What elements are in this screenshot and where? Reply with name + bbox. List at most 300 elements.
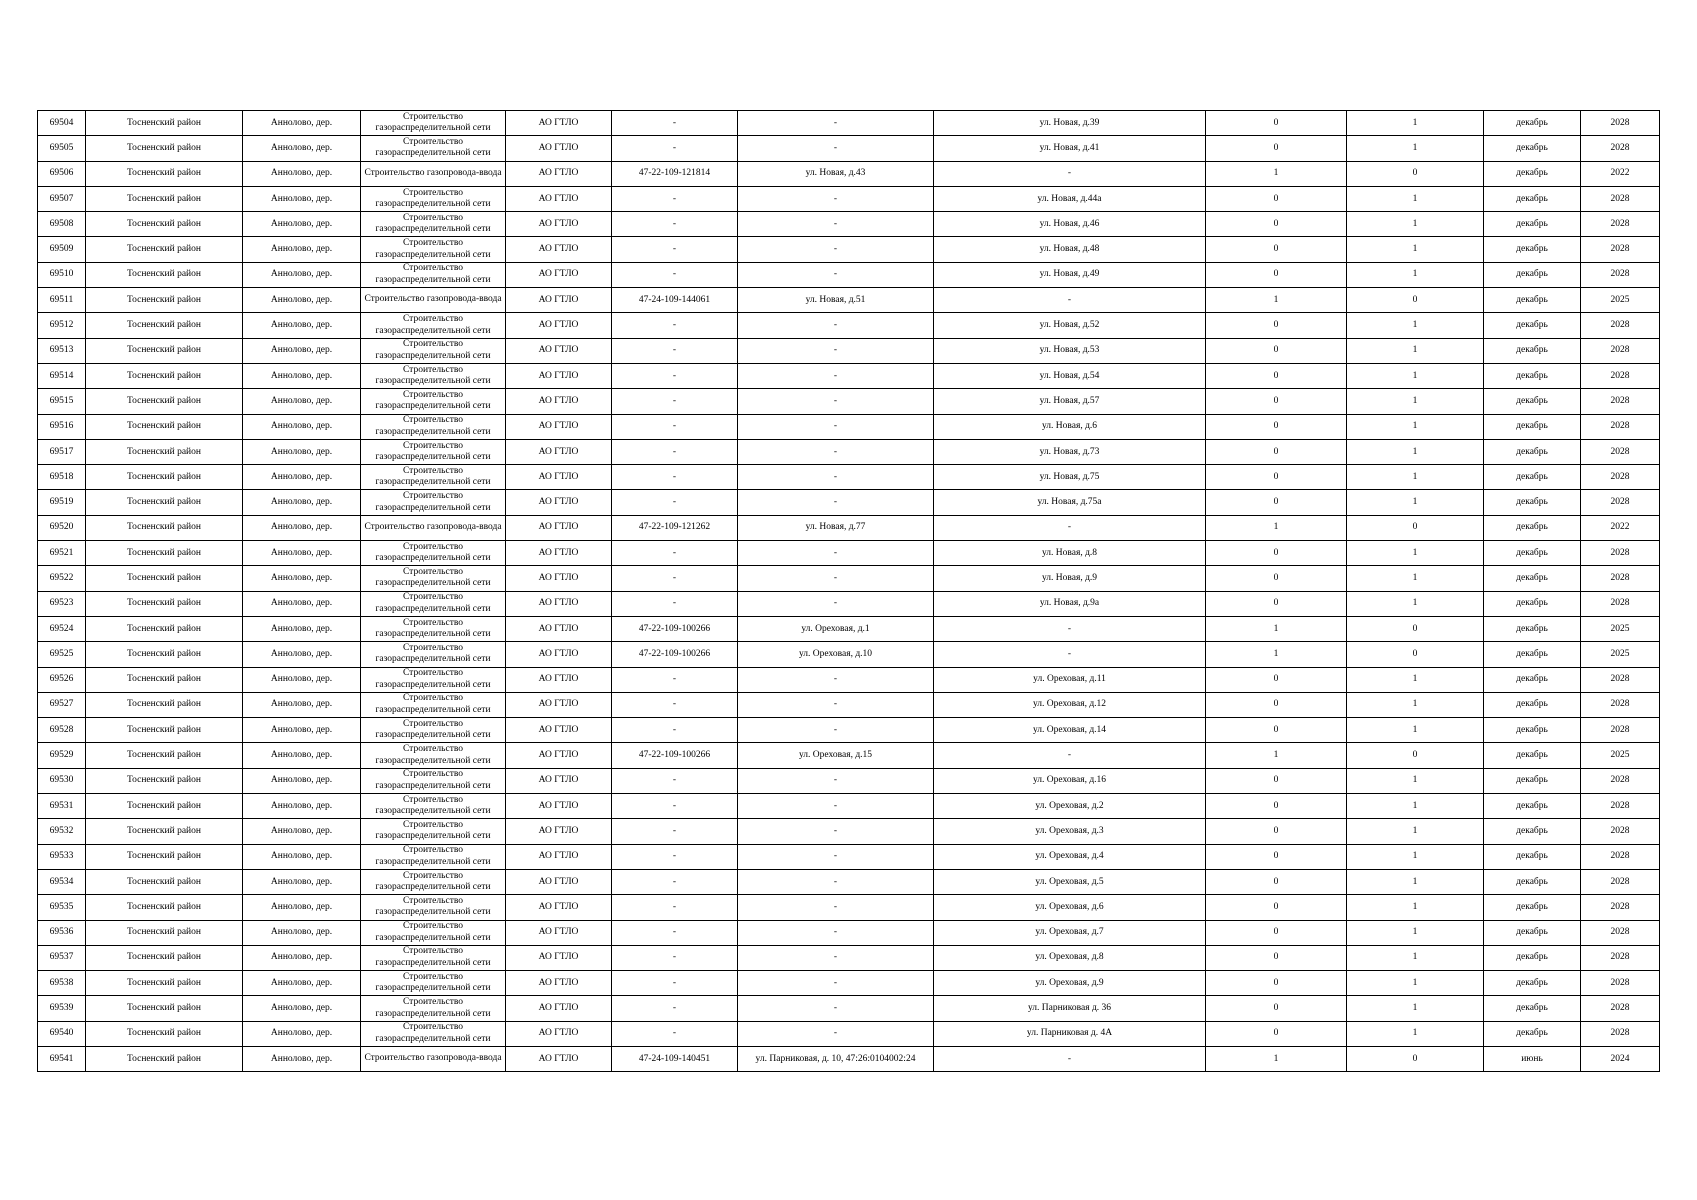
network-address-cell: ул. Ореховая, д.9 <box>934 971 1206 996</box>
network-count-cell: 1 <box>1347 844 1484 869</box>
network-count-cell: 1 <box>1347 262 1484 287</box>
network-count-cell: 0 <box>1347 515 1484 540</box>
input-count-cell: 1 <box>1206 642 1347 667</box>
row-number-cell: 69538 <box>38 971 86 996</box>
table-row <box>38 591 1660 616</box>
settlement-cell: Аннолово, дер. <box>243 566 361 591</box>
district-cell: Тосненский район <box>86 819 243 844</box>
work-type-cell: Строительство газораспределительной сети <box>361 262 506 287</box>
month-cell: декабрь <box>1484 465 1581 490</box>
input-address-cell: - <box>738 313 934 338</box>
row-number-cell: 69507 <box>38 186 86 211</box>
settlement-cell: Аннолово, дер. <box>243 743 361 768</box>
cadastral-number-cell: 47-24-109-144061 <box>612 288 738 313</box>
input-count-cell: 0 <box>1206 591 1347 616</box>
cadastral-number-cell: - <box>612 971 738 996</box>
network-address-cell: - <box>934 616 1206 641</box>
table-row <box>38 945 1660 970</box>
work-type-cell: Строительство газораспределительной сети <box>361 338 506 363</box>
month-cell: декабрь <box>1484 844 1581 869</box>
district-cell: Тосненский район <box>86 768 243 793</box>
district-cell: Тосненский район <box>86 743 243 768</box>
cadastral-number-cell: - <box>612 794 738 819</box>
row-number-cell: 69517 <box>38 439 86 464</box>
input-count-cell: 0 <box>1206 1021 1347 1046</box>
organization-cell: АО ГТЛО <box>506 338 612 363</box>
month-cell: декабрь <box>1484 313 1581 338</box>
input-address-cell: - <box>738 490 934 515</box>
year-cell: 2028 <box>1581 920 1660 945</box>
cadastral-number-cell: - <box>612 262 738 287</box>
table-row <box>38 541 1660 566</box>
row-number-cell: 69522 <box>38 566 86 591</box>
input-address-cell: - <box>738 945 934 970</box>
network-count-cell: 1 <box>1347 667 1484 692</box>
network-address-cell: ул. Парниковая д. 4А <box>934 1021 1206 1046</box>
year-cell: 2028 <box>1581 566 1660 591</box>
work-type-cell: Строительство газопровода-ввода <box>361 161 506 186</box>
network-count-cell: 1 <box>1347 111 1484 136</box>
settlement-cell: Аннолово, дер. <box>243 642 361 667</box>
network-address-cell: ул. Ореховая, д.14 <box>934 718 1206 743</box>
input-address-cell: - <box>738 591 934 616</box>
input-address-cell: - <box>738 920 934 945</box>
network-address-cell: ул. Новая, д.57 <box>934 389 1206 414</box>
district-cell: Тосненский район <box>86 136 243 161</box>
organization-cell: АО ГТЛО <box>506 869 612 894</box>
input-count-cell: 0 <box>1206 363 1347 388</box>
cadastral-number-cell: - <box>612 313 738 338</box>
month-cell: декабрь <box>1484 212 1581 237</box>
network-address-cell: ул. Новая, д.44а <box>934 186 1206 211</box>
organization-cell: АО ГТЛО <box>506 111 612 136</box>
organization-cell: АО ГТЛО <box>506 262 612 287</box>
settlement-cell: Аннолово, дер. <box>243 363 361 388</box>
organization-cell: АО ГТЛО <box>506 718 612 743</box>
district-cell: Тосненский район <box>86 389 243 414</box>
network-address-cell: ул. Ореховая, д.12 <box>934 692 1206 717</box>
input-count-cell: 0 <box>1206 819 1347 844</box>
cadastral-number-cell: - <box>612 212 738 237</box>
network-count-cell: 1 <box>1347 414 1484 439</box>
settlement-cell: Аннолово, дер. <box>243 161 361 186</box>
year-cell: 2025 <box>1581 642 1660 667</box>
row-number-cell: 69541 <box>38 1046 86 1071</box>
district-cell: Тосненский район <box>86 237 243 262</box>
cadastral-number-cell: - <box>612 237 738 262</box>
input-address-cell: - <box>738 186 934 211</box>
work-type-cell: Строительство газораспределительной сети <box>361 743 506 768</box>
organization-cell: АО ГТЛО <box>506 743 612 768</box>
year-cell: 2028 <box>1581 363 1660 388</box>
cadastral-number-cell: - <box>612 414 738 439</box>
network-count-cell: 0 <box>1347 1046 1484 1071</box>
district-cell: Тосненский район <box>86 642 243 667</box>
year-cell: 2028 <box>1581 389 1660 414</box>
district-cell: Тосненский район <box>86 692 243 717</box>
input-address-cell: ул. Ореховая, д.1 <box>738 616 934 641</box>
year-cell: 2022 <box>1581 161 1660 186</box>
district-cell: Тосненский район <box>86 161 243 186</box>
organization-cell: АО ГТЛО <box>506 566 612 591</box>
input-count-cell: 0 <box>1206 794 1347 819</box>
row-number-cell: 69514 <box>38 363 86 388</box>
year-cell: 2028 <box>1581 414 1660 439</box>
cadastral-number-cell: - <box>612 591 738 616</box>
input-address-cell: - <box>738 389 934 414</box>
row-number-cell: 69510 <box>38 262 86 287</box>
network-address-cell: ул. Новая, д.75 <box>934 465 1206 490</box>
network-count-cell: 1 <box>1347 212 1484 237</box>
district-cell: Тосненский район <box>86 996 243 1021</box>
cadastral-number-cell: - <box>612 111 738 136</box>
network-count-cell: 1 <box>1347 971 1484 996</box>
settlement-cell: Аннолово, дер. <box>243 768 361 793</box>
input-count-cell: 0 <box>1206 389 1347 414</box>
month-cell: декабрь <box>1484 945 1581 970</box>
settlement-cell: Аннолово, дер. <box>243 414 361 439</box>
month-cell: декабрь <box>1484 743 1581 768</box>
row-number-cell: 69535 <box>38 895 86 920</box>
input-address-cell: - <box>738 338 934 363</box>
input-address-cell: - <box>738 439 934 464</box>
row-number-cell: 69534 <box>38 869 86 894</box>
district-cell: Тосненский район <box>86 414 243 439</box>
input-count-cell: 0 <box>1206 718 1347 743</box>
cadastral-number-cell: - <box>612 136 738 161</box>
input-count-cell: 0 <box>1206 262 1347 287</box>
month-cell: декабрь <box>1484 237 1581 262</box>
district-cell: Тосненский район <box>86 794 243 819</box>
network-address-cell: ул. Новая, д.41 <box>934 136 1206 161</box>
cadastral-number-cell: - <box>612 895 738 920</box>
month-cell: декабрь <box>1484 338 1581 363</box>
cadastral-number-cell: - <box>612 1021 738 1046</box>
work-type-cell: Строительство газораспределительной сети <box>361 237 506 262</box>
district-cell: Тосненский район <box>86 338 243 363</box>
input-count-cell: 0 <box>1206 895 1347 920</box>
year-cell: 2028 <box>1581 667 1660 692</box>
district-cell: Тосненский район <box>86 895 243 920</box>
table-row <box>38 996 1660 1021</box>
district-cell: Тосненский район <box>86 363 243 388</box>
month-cell: декабрь <box>1484 794 1581 819</box>
input-address-cell: - <box>738 465 934 490</box>
network-address-cell: ул. Новая, д.48 <box>934 237 1206 262</box>
table-body <box>38 111 1660 1072</box>
settlement-cell: Аннолово, дер. <box>243 465 361 490</box>
network-count-cell: 1 <box>1347 465 1484 490</box>
work-type-cell: Строительство газораспределительной сети <box>361 692 506 717</box>
network-address-cell: ул. Ореховая, д.11 <box>934 667 1206 692</box>
work-type-cell: Строительство газораспределительной сети <box>361 945 506 970</box>
table-row <box>38 414 1660 439</box>
organization-cell: АО ГТЛО <box>506 439 612 464</box>
input-count-cell: 0 <box>1206 439 1347 464</box>
year-cell: 2022 <box>1581 515 1660 540</box>
work-type-cell: Строительство газораспределительной сети <box>361 768 506 793</box>
settlement-cell: Аннолово, дер. <box>243 338 361 363</box>
row-number-cell: 69525 <box>38 642 86 667</box>
year-cell: 2028 <box>1581 465 1660 490</box>
month-cell: декабрь <box>1484 869 1581 894</box>
month-cell: декабрь <box>1484 692 1581 717</box>
table-row <box>38 439 1660 464</box>
year-cell: 2028 <box>1581 895 1660 920</box>
organization-cell: АО ГТЛО <box>506 768 612 793</box>
settlement-cell: Аннолово, дер. <box>243 439 361 464</box>
network-count-cell: 1 <box>1347 313 1484 338</box>
input-address-cell: - <box>738 869 934 894</box>
work-type-cell: Строительство газораспределительной сети <box>361 819 506 844</box>
cadastral-number-cell: 47-22-109-100266 <box>612 743 738 768</box>
work-type-cell: Строительство газопровода-ввода <box>361 1046 506 1071</box>
settlement-cell: Аннолово, дер. <box>243 667 361 692</box>
input-address-cell: - <box>738 692 934 717</box>
network-address-cell: - <box>934 288 1206 313</box>
row-number-cell: 69509 <box>38 237 86 262</box>
work-type-cell: Строительство газораспределительной сети <box>361 186 506 211</box>
network-count-cell: 1 <box>1347 945 1484 970</box>
row-number-cell: 69520 <box>38 515 86 540</box>
table-row <box>38 288 1660 313</box>
row-number-cell: 69518 <box>38 465 86 490</box>
row-number-cell: 69504 <box>38 111 86 136</box>
input-count-cell: 0 <box>1206 186 1347 211</box>
year-cell: 2028 <box>1581 971 1660 996</box>
table-row <box>38 971 1660 996</box>
network-address-cell: - <box>934 743 1206 768</box>
district-cell: Тосненский район <box>86 566 243 591</box>
network-address-cell: ул. Новая, д.9 <box>934 566 1206 591</box>
work-type-cell: Строительство газораспределительной сети <box>361 642 506 667</box>
row-number-cell: 69505 <box>38 136 86 161</box>
network-address-cell: ул. Ореховая, д.16 <box>934 768 1206 793</box>
network-address-cell: ул. Ореховая, д.5 <box>934 869 1206 894</box>
network-count-cell: 0 <box>1347 161 1484 186</box>
year-cell: 2028 <box>1581 718 1660 743</box>
work-type-cell: Строительство газораспределительной сети <box>361 996 506 1021</box>
table-row <box>38 490 1660 515</box>
network-count-cell: 1 <box>1347 541 1484 566</box>
organization-cell: АО ГТЛО <box>506 288 612 313</box>
network-count-cell: 1 <box>1347 136 1484 161</box>
settlement-cell: Аннолово, дер. <box>243 262 361 287</box>
organization-cell: АО ГТЛО <box>506 161 612 186</box>
work-type-cell: Строительство газораспределительной сети <box>361 616 506 641</box>
month-cell: декабрь <box>1484 768 1581 793</box>
table-row <box>38 819 1660 844</box>
network-address-cell: ул. Новая, д.75а <box>934 490 1206 515</box>
input-count-cell: 0 <box>1206 338 1347 363</box>
year-cell: 2024 <box>1581 1046 1660 1071</box>
input-address-cell: - <box>738 718 934 743</box>
row-number-cell: 69506 <box>38 161 86 186</box>
work-type-cell: Строительство газораспределительной сети <box>361 490 506 515</box>
network-count-cell: 1 <box>1347 338 1484 363</box>
month-cell: декабрь <box>1484 414 1581 439</box>
input-count-cell: 0 <box>1206 945 1347 970</box>
network-count-cell: 1 <box>1347 692 1484 717</box>
work-type-cell: Строительство газораспределительной сети <box>361 920 506 945</box>
table-row <box>38 895 1660 920</box>
organization-cell: АО ГТЛО <box>506 237 612 262</box>
input-address-cell: - <box>738 541 934 566</box>
work-type-cell: Строительство газораспределительной сети <box>361 389 506 414</box>
input-address-cell: - <box>738 996 934 1021</box>
table-row <box>38 237 1660 262</box>
district-cell: Тосненский район <box>86 591 243 616</box>
network-count-cell: 1 <box>1347 718 1484 743</box>
organization-cell: АО ГТЛО <box>506 136 612 161</box>
table-row <box>38 212 1660 237</box>
input-address-cell: ул. Новая, д.77 <box>738 515 934 540</box>
table-row <box>38 743 1660 768</box>
table-row <box>38 566 1660 591</box>
month-cell: декабрь <box>1484 642 1581 667</box>
row-number-cell: 69526 <box>38 667 86 692</box>
cadastral-number-cell: - <box>612 338 738 363</box>
table-row <box>38 1046 1660 1071</box>
work-type-cell: Строительство газораспределительной сети <box>361 566 506 591</box>
network-count-cell: 1 <box>1347 768 1484 793</box>
input-address-cell: - <box>738 895 934 920</box>
cadastral-number-cell: - <box>612 465 738 490</box>
network-address-cell: ул. Новая, д.52 <box>934 313 1206 338</box>
input-address-cell: - <box>738 363 934 388</box>
organization-cell: АО ГТЛО <box>506 1021 612 1046</box>
table-row <box>38 389 1660 414</box>
network-count-cell: 1 <box>1347 439 1484 464</box>
district-cell: Тосненский район <box>86 616 243 641</box>
input-address-cell: - <box>738 111 934 136</box>
table-row <box>38 515 1660 540</box>
cadastral-number-cell: - <box>612 439 738 464</box>
row-number-cell: 69530 <box>38 768 86 793</box>
organization-cell: АО ГТЛО <box>506 819 612 844</box>
network-address-cell: ул. Ореховая, д.6 <box>934 895 1206 920</box>
input-count-cell: 0 <box>1206 971 1347 996</box>
month-cell: декабрь <box>1484 718 1581 743</box>
table-row <box>38 869 1660 894</box>
month-cell: декабрь <box>1484 591 1581 616</box>
work-type-cell: Строительство газораспределительной сети <box>361 541 506 566</box>
input-count-cell: 0 <box>1206 920 1347 945</box>
year-cell: 2028 <box>1581 869 1660 894</box>
row-number-cell: 69521 <box>38 541 86 566</box>
organization-cell: АО ГТЛО <box>506 490 612 515</box>
settlement-cell: Аннолово, дер. <box>243 389 361 414</box>
district-cell: Тосненский район <box>86 262 243 287</box>
row-number-cell: 69508 <box>38 212 86 237</box>
month-cell: декабрь <box>1484 490 1581 515</box>
district-cell: Тосненский район <box>86 111 243 136</box>
work-type-cell: Строительство газораспределительной сети <box>361 794 506 819</box>
month-cell: декабрь <box>1484 616 1581 641</box>
district-cell: Тосненский район <box>86 541 243 566</box>
cadastral-number-cell: - <box>612 667 738 692</box>
network-count-cell: 1 <box>1347 186 1484 211</box>
gasification-table <box>37 110 1660 1072</box>
cadastral-number-cell: - <box>612 869 738 894</box>
network-address-cell: ул. Новая, д.54 <box>934 363 1206 388</box>
month-cell: декабрь <box>1484 920 1581 945</box>
organization-cell: АО ГТЛО <box>506 465 612 490</box>
work-type-cell: Строительство газораспределительной сети <box>361 895 506 920</box>
month-cell: декабрь <box>1484 136 1581 161</box>
cadastral-number-cell: 47-22-109-100266 <box>612 616 738 641</box>
input-count-cell: 1 <box>1206 288 1347 313</box>
network-address-cell: ул. Ореховая, д.8 <box>934 945 1206 970</box>
district-cell: Тосненский район <box>86 1046 243 1071</box>
organization-cell: АО ГТЛО <box>506 844 612 869</box>
input-address-cell: - <box>738 566 934 591</box>
work-type-cell: Строительство газораспределительной сети <box>361 971 506 996</box>
settlement-cell: Аннолово, дер. <box>243 136 361 161</box>
month-cell: декабрь <box>1484 186 1581 211</box>
month-cell: декабрь <box>1484 111 1581 136</box>
organization-cell: АО ГТЛО <box>506 642 612 667</box>
year-cell: 2028 <box>1581 819 1660 844</box>
row-number-cell: 69523 <box>38 591 86 616</box>
month-cell: декабрь <box>1484 262 1581 287</box>
network-count-cell: 0 <box>1347 288 1484 313</box>
input-address-cell: ул. Новая, д.43 <box>738 161 934 186</box>
organization-cell: АО ГТЛО <box>506 212 612 237</box>
network-count-cell: 0 <box>1347 616 1484 641</box>
cadastral-number-cell: - <box>612 186 738 211</box>
work-type-cell: Строительство газораспределительной сети <box>361 1021 506 1046</box>
work-type-cell: Строительство газопровода-ввода <box>361 288 506 313</box>
month-cell: декабрь <box>1484 161 1581 186</box>
input-count-cell: 1 <box>1206 161 1347 186</box>
row-number-cell: 69528 <box>38 718 86 743</box>
input-address-cell: - <box>738 667 934 692</box>
district-cell: Тосненский район <box>86 439 243 464</box>
settlement-cell: Аннолово, дер. <box>243 971 361 996</box>
settlement-cell: Аннолово, дер. <box>243 996 361 1021</box>
cadastral-number-cell: - <box>612 541 738 566</box>
cadastral-number-cell: 47-22-109-100266 <box>612 642 738 667</box>
input-count-cell: 0 <box>1206 692 1347 717</box>
month-cell: декабрь <box>1484 996 1581 1021</box>
work-type-cell: Строительство газораспределительной сети <box>361 465 506 490</box>
network-address-cell: - <box>934 515 1206 540</box>
month-cell: декабрь <box>1484 667 1581 692</box>
network-address-cell: ул. Новая, д.46 <box>934 212 1206 237</box>
network-count-cell: 1 <box>1347 895 1484 920</box>
year-cell: 2028 <box>1581 945 1660 970</box>
district-cell: Тосненский район <box>86 844 243 869</box>
input-count-cell: 0 <box>1206 996 1347 1021</box>
district-cell: Тосненский район <box>86 465 243 490</box>
year-cell: 2028 <box>1581 844 1660 869</box>
settlement-cell: Аннолово, дер. <box>243 920 361 945</box>
month-cell: декабрь <box>1484 819 1581 844</box>
row-number-cell: 69540 <box>38 1021 86 1046</box>
month-cell: декабрь <box>1484 439 1581 464</box>
row-number-cell: 69539 <box>38 996 86 1021</box>
table-row <box>38 718 1660 743</box>
district-cell: Тосненский район <box>86 869 243 894</box>
network-count-cell: 1 <box>1347 819 1484 844</box>
input-address-cell: - <box>738 819 934 844</box>
settlement-cell: Аннолово, дер. <box>243 945 361 970</box>
organization-cell: АО ГТЛО <box>506 515 612 540</box>
cadastral-number-cell: - <box>612 692 738 717</box>
district-cell: Тосненский район <box>86 490 243 515</box>
district-cell: Тосненский район <box>86 1021 243 1046</box>
